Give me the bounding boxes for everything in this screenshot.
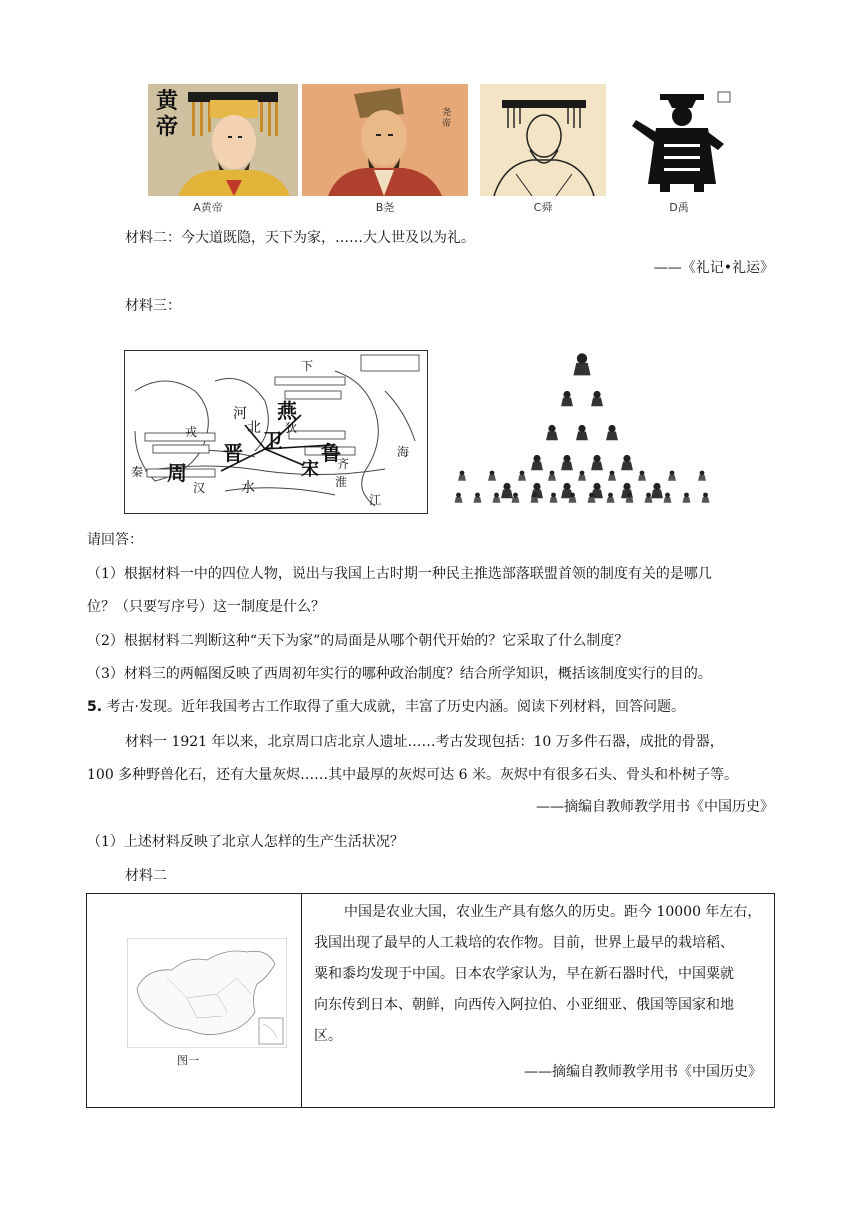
- box-line-3: 粟和黍均发现于中国。日本农学家认为，早在新石器时代，中国粟就: [314, 966, 734, 982]
- material2-text: 材料二：今大道既隐，天下为家，……大人世及以为礼。: [125, 230, 475, 246]
- caption-b: B尧: [375, 201, 395, 214]
- caption-a: A黄帝: [193, 201, 223, 214]
- pyramid-figure: [591, 391, 603, 406]
- huangdi-inset-label: 黄 帝: [156, 88, 179, 140]
- map-label-zhou: 周: [167, 461, 187, 485]
- pyramid-figure: [621, 455, 633, 470]
- portrait-shun: [480, 84, 606, 196]
- box-line-1: 中国是农业大国，农业生产具有悠久的历史。距今 10000 年左右，: [344, 904, 762, 920]
- material2-source: ——《礼记•礼运》: [653, 260, 774, 276]
- pyramid-figure: [488, 471, 496, 481]
- caption-d: D禹: [669, 201, 689, 214]
- section5-material1-source: ——摘编自教师教学用书《中国历史》: [536, 799, 774, 815]
- map-label-qi: 齐: [337, 457, 350, 471]
- map-label-qin: 秦: [131, 465, 144, 479]
- map-label-han: 汉: [193, 481, 206, 495]
- section5-heading: [87, 697, 685, 717]
- box-source: ——摘编自教师教学用书《中国历史》: [524, 1064, 762, 1080]
- section5-number: 5.: [87, 699, 103, 715]
- pyramid-figure: [550, 493, 558, 503]
- pyramid-figure: [645, 493, 653, 503]
- caption-c: C舜: [533, 201, 553, 214]
- figure-caption: 图一: [177, 1054, 199, 1067]
- portrait-huangdi: [148, 84, 298, 196]
- pyramid-figure: [455, 493, 463, 503]
- box-line-4: 向东传到日本、朝鲜，向西传入阿拉伯、小亚细亚、俄国等国家和地: [314, 997, 734, 1013]
- map-label-hai: 海: [397, 445, 410, 459]
- pyramid-figure: [501, 483, 513, 498]
- pyramid-figure: [651, 483, 663, 498]
- pyramid-figure: [576, 425, 588, 440]
- pyramid-figure: [474, 493, 482, 503]
- text-cell: [302, 894, 775, 1108]
- figure-cell: [87, 894, 302, 1108]
- pyramid-figure: [638, 471, 646, 481]
- pyramid-figure: [531, 455, 543, 470]
- pyramid-figure: [591, 455, 603, 470]
- material2-table: [86, 893, 775, 1108]
- material3-label: 材料三：: [125, 298, 181, 314]
- questions-intro: 请回答：: [87, 532, 143, 548]
- section5-material1-line1: 材料一 1921 年以来，北京周口店北京人遗址……考古发现包括：10 万多件石器，成批的骨器，: [125, 734, 724, 750]
- western-zhou-map: [124, 350, 428, 514]
- question-2: （2）根据材料二判断这种“天下为家”的局面是从哪个朝代开始的？它采取了什么制度？: [87, 633, 629, 649]
- pyramid-figure: [607, 493, 615, 503]
- map-label-di: 狄: [285, 421, 298, 435]
- pyramid-figure: [608, 471, 616, 481]
- section5-material1-line2: 100 多种野兽化石，还有大量灰烬……其中最厚的灰烬可达 6 米。灰烬中有很多石头、骨头和朴树子等。: [87, 767, 738, 783]
- pyramid-figure: [668, 471, 676, 481]
- portrait-yu: [620, 84, 740, 196]
- pyramid-figure: [458, 471, 466, 481]
- map-label-shui: 水: [241, 480, 255, 496]
- pyramid-figure: [683, 493, 691, 503]
- map-label-yan: 燕: [277, 399, 297, 423]
- portrait-yao: [302, 84, 468, 196]
- map-label-song: 宋: [301, 459, 319, 480]
- pyramid-figure: [493, 493, 501, 503]
- pyramid-figure: [606, 425, 618, 440]
- map-label-he: 河: [233, 406, 247, 422]
- pyramid-figure: [702, 493, 710, 503]
- box-line-5: 区。: [314, 1028, 342, 1044]
- pyramid-figure: [573, 353, 590, 375]
- section5-heading-text: 考古·发现。近年我国考古工作取得了重大成就，丰富了历史内涵。阅读下列材料，回答问题。: [106, 699, 685, 715]
- china-map: [127, 938, 287, 1048]
- question-3: （3）材料三的两幅图反映了西周初年实行的哪种政治制度？结合所学知识，概括该制度实行的目的。: [87, 666, 712, 682]
- pyramid-figure: [578, 471, 586, 481]
- pyramid-figure: [561, 455, 573, 470]
- pyramid-figure: [561, 391, 573, 406]
- pyramid-figure: [698, 471, 706, 481]
- pyramid-figure: [518, 471, 526, 481]
- pyramid-figure: [548, 471, 556, 481]
- pyramid-figure: [512, 493, 520, 503]
- map-label-jin: 晋: [223, 441, 243, 465]
- map-label-wei: 卫: [263, 429, 283, 453]
- yao-inset-label: 尧帝: [442, 108, 452, 129]
- box-line-2: 我国出现了最早的人工栽培的农作物。目前，世界上最早的栽培稻、: [314, 935, 734, 951]
- section5-material2-label: 材料二: [125, 868, 167, 884]
- map-label-xia: 下: [301, 359, 314, 373]
- map-label-jiang: 江: [369, 493, 382, 507]
- map-label-rong: 戎: [185, 425, 198, 439]
- hierarchy-pyramid: [440, 346, 724, 516]
- map-label-lu: 鲁: [321, 441, 341, 465]
- section5-question-1: （1）上述材料反映了北京人怎样的生产生活状况？: [87, 834, 404, 850]
- map-label-huai: 淮: [335, 475, 348, 489]
- map-label-bei: 北: [247, 420, 261, 436]
- question-1-line1: （1）根据材料一中的四位人物，说出与我国上古时期一种民主推选部落联盟首领的制度有关的是哪几: [87, 566, 712, 582]
- question-1-line2: 位？（只要写序号）这一制度是什么？: [87, 599, 325, 615]
- pyramid-figure: [664, 493, 672, 503]
- pyramid-figure: [546, 425, 558, 440]
